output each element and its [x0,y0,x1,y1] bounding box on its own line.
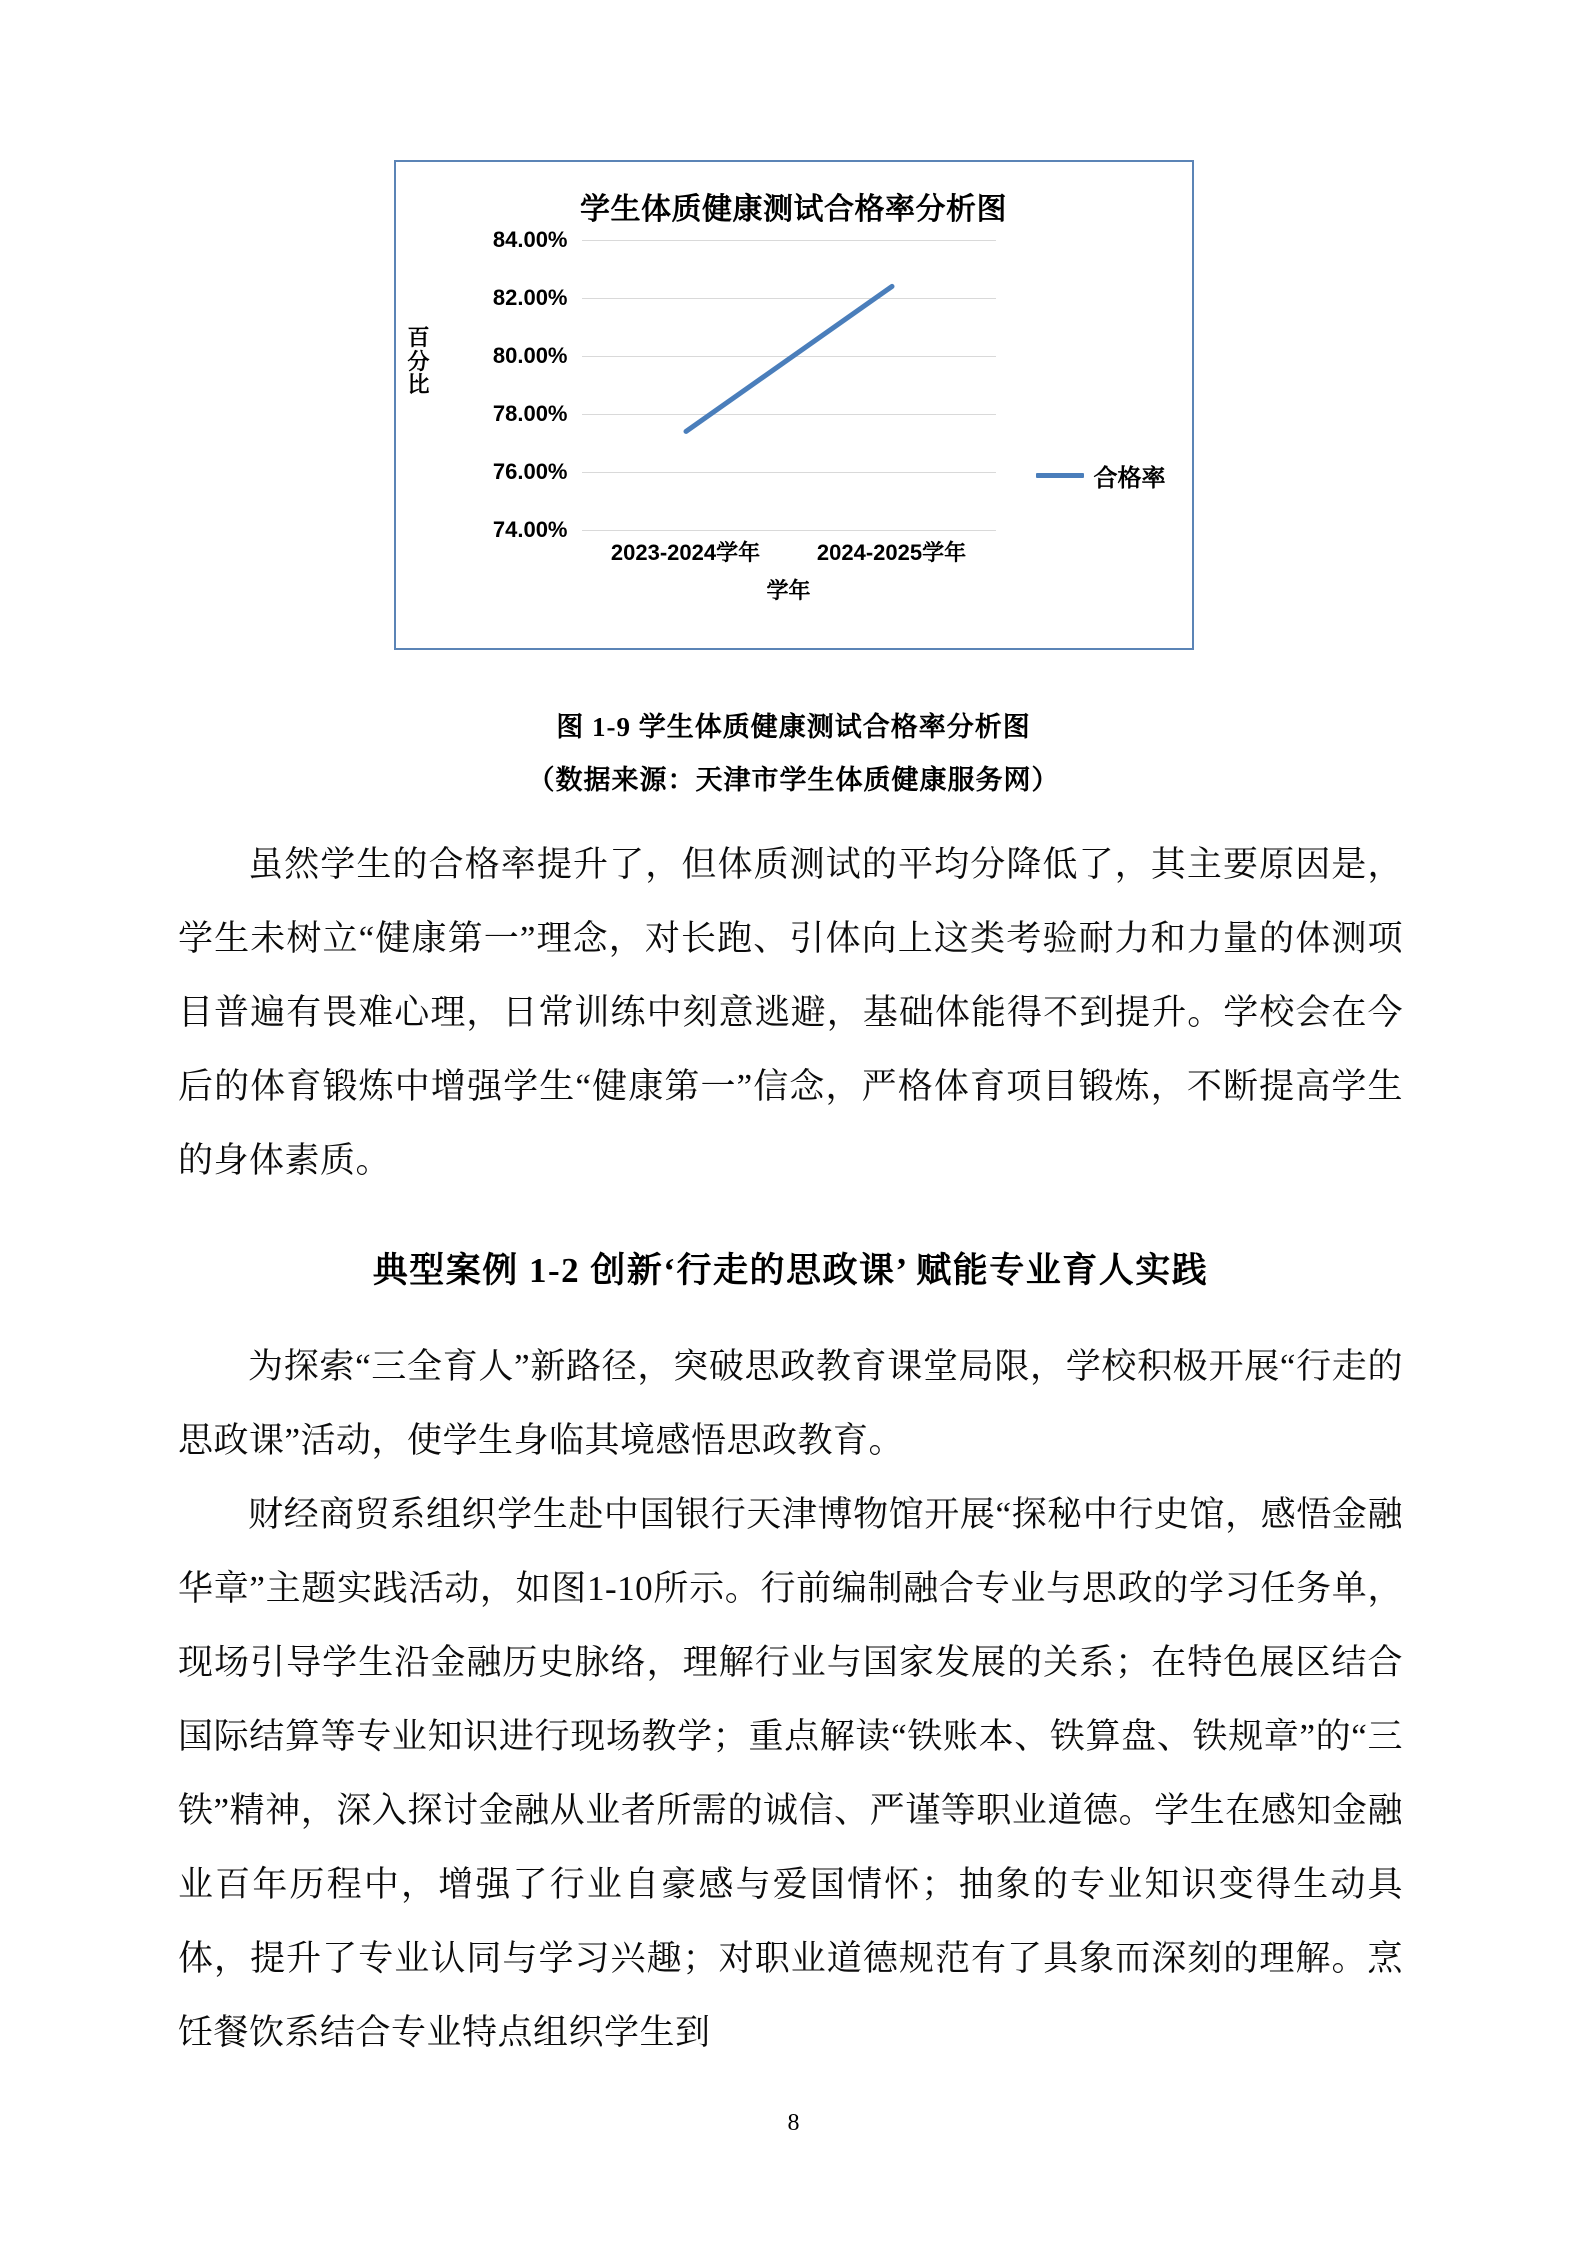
y-tick-label: 80.00% [492,343,568,368]
y-axis-tick-labels [438,227,568,542]
gridline [582,530,996,531]
case-study-heading: 典型案例 1-2 创新‘行走的思政课’ 赋能专业育人实践 [372,1251,1209,1290]
page-number: 8 [787,2110,800,2136]
figure-caption: 图 1-9 学生体质健康测试合格率分析图 [556,712,1031,742]
chart-legend [1036,458,1166,493]
chart-plot-area [582,240,996,530]
paragraph-walking-ideology-course: 为探索“三全育人”新路径，突破思政教育课堂局限，学校积极开展“行走的思政课”活动，使学生身临其境感悟思政教育。 [178,1347,1403,1460]
document-body [178,828,1403,2070]
y-axis-title: 百分比 [407,325,430,398]
chart-container [394,160,1194,650]
y-tick-label: 84.00% [492,227,568,252]
x-axis-tick-labels [582,536,996,570]
y-tick-label: 82.00% [492,285,568,310]
y-tick-label: 78.00% [492,401,568,426]
figure-data-source: （数据来源：天津市学生体质健康服务网） [527,765,1060,795]
x-tick-label: 2023-2024学年 [610,540,761,565]
legend-entry-label: 合格率 [1093,465,1166,492]
y-tick-label: 76.00% [492,459,568,484]
figure-1-9 [0,160,1587,655]
legend-line-swatch-icon [1036,473,1084,478]
chart-plot-wrapper [396,227,1196,603]
y-tick-label: 74.00% [492,517,568,542]
paragraph-physical-fitness: 虽然学生的合格率提升了，但体质测试的平均分降低了，其主要原因是，学生未树立“健康第一”理念，对长跑、引体向上这类考验耐力和力量的体测项目普遍有畏难心理，日常训练中刻意逃避，基础体能得不到提升。学校会在今后的体育锻炼中增强学生“健康第一”信念，严格体育项目锻炼，不断提高学生的身体素质。 [178,845,1403,1180]
chart-series-line [582,240,996,530]
x-axis-title: 学年 [766,578,811,603]
chart-title: 学生体质健康测试合格率分析图 [580,193,1007,226]
paragraph-bank-museum-practice: 财经商贸系组织学生赴中国银行天津博物馆开展“探秘中行史馆，感悟金融华章”主题实践活动，如图1-10所示。行前编制融合专业与思政的学习任务单，现场引导学生沿金融历史脉络，理解行业与国家发展的关系；在特色展区结合国际结算等专业知识进行现场教学；重点解读“铁账本、铁算盘、铁规章”的“三铁”精神，深入探讨金融从业者所需的诚信、严谨等职业道德。学生在感知金融业百年历程中，增强了行业自豪感与爱国情怀；抽象的专业知识变得生动具体，提升了专业认同与学习兴趣；对职业道德规范有了具象而深刻的理解。烹饪餐饮系结合专业特点组织学生到 [178,1495,1403,2052]
x-tick-label: 2024-2025学年 [816,540,967,565]
